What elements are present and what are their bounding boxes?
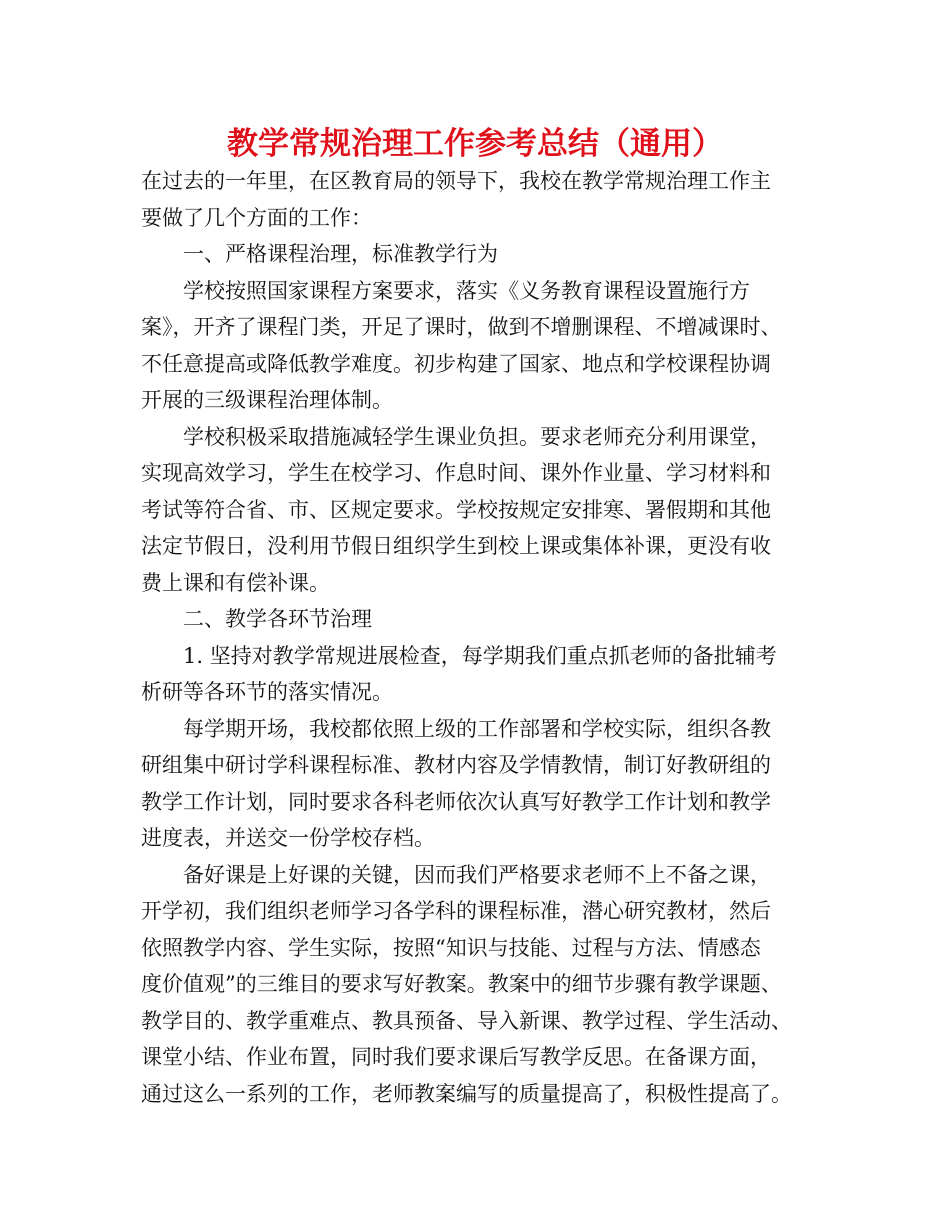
text-line: 不任意提高或降低教学难度。初步构建了国家、地点和学校课程协调 [141,351,771,376]
document-body [141,163,821,1112]
text-line: 进度表，并送交一份学校存档。 [141,826,435,850]
text-line: 在过去的一年里，在区教育局的领导下，我校在教学常规治理工作主 [141,169,771,193]
text-line: 每学期开场，我校都依照上级的工作部署和学校实际，组织各教 [183,716,771,741]
text-line: 教学目的、教学重难点、教具预备、导入新课、教学过程、学生活动、 [141,1008,792,1033]
text-line: 开学初，我们组织老师学习各学科的课程标准，潜心研究教材，然后 [141,899,771,923]
text-line: 实现高效学习，学生在校学习、作息时间、课外作业量、学习材料和 [141,461,771,485]
text-line: 开展的三级课程治理体制。 [141,388,393,412]
text-line: 依照教学内容、学生实际，按照“知识与技能、过程与方法、情感态 [141,935,761,960]
text-line: 课堂小结、作业布置，同时我们要求课后写教学反思。在备课方面， [141,1045,771,1069]
section-heading: 一、严格课程治理，标准教学行为 [183,242,498,266]
text-line: 研组集中研讨学科课程标准、教材内容及学情教情，制订好教研组的 [141,753,771,777]
document-title: 教学常规治理工作参考总结（通用） [227,126,723,162]
text-line: 考试等符合省、市、区规定要求。学校按规定安排寒、署假期和其他 [141,497,771,522]
text-line: 学校积极采取措施减轻学生课业负担。要求老师充分利用课堂， [183,424,771,449]
text-line: 通过这么一系列的工作，老师教案编写的质量提高了，积极性提高了。 [141,1081,792,1106]
section-heading: 二、教学各环节治理 [183,607,372,631]
text-line: 备好课是上好课的关键，因而我们严格要求老师不上不备之课， [183,862,771,887]
text-line: 要做了几个方面的工作： [141,205,372,230]
text-line: 教学工作计划，同时要求各科老师依次认真写好教学工作计划和教学 [141,789,771,814]
text-line: 析研等各环节的落实情况。 [141,680,393,704]
text-line: 法定节假日，没利用节假日组织学生到校上课或集体补课，更没有收 [141,534,771,558]
text-line: 度价值观”的三维目的要求写好教案。教案中的细节步骤有教学课题、 [141,972,782,996]
text-line: 1. 坚持对教学常规进展检查，每学期我们重点抓老师的备批辅考 [183,643,777,668]
text-line: 案》，开齐了课程门类，开足了课时，做到不增删课程、不增减课时、 [141,315,782,339]
text-line: 费上课和有偿补课。 [141,570,330,595]
text-line: 学校按照国家课程方案要求，落实《义务教育课程设置施行方 [183,278,750,303]
